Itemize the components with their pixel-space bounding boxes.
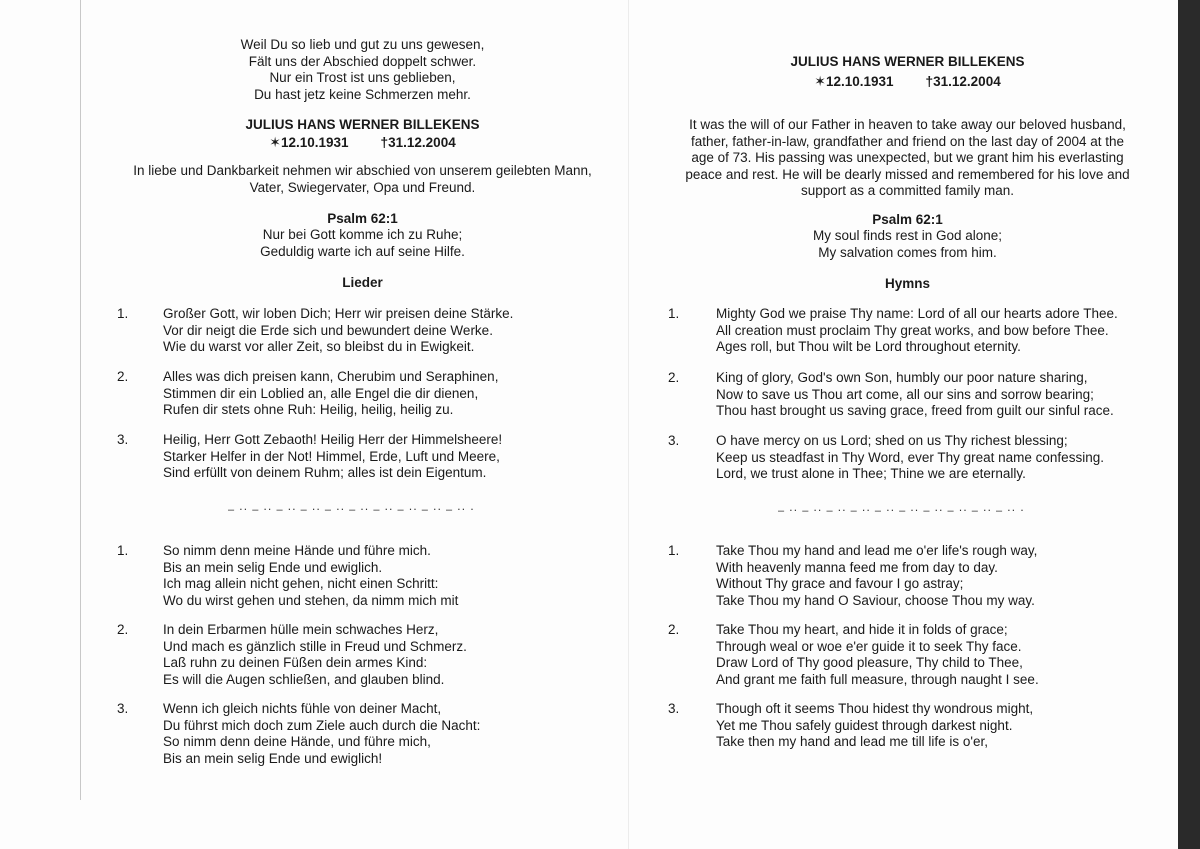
german-psalm-title: Psalm 62:1 [327, 211, 398, 226]
center-fold-line [628, 0, 629, 849]
german-song-verse: Wenn ich gleich nichts fühle von deiner Macht, Du führst mich doch zum Ziele auch durch die Nacht: So nimm denn deine Hände, und führe mich, Bis an mein selig Ende und ewiglich! [163, 701, 481, 766]
german-song-number: 2. [117, 369, 129, 384]
english-song-number: 1. [668, 306, 680, 321]
german-song-verse: Großer Gott, wir loben Dich; Herr wir preisen deine Stärke. Vor dir neigt die Erde sich und bewundert deine Werke. Wie du warst vor aller Zeit, so bleibst du in Ewigkeit. [163, 306, 514, 354]
english-song-verse: King of glory, God's own Son, humbly our poor nature sharing, Now to save us Thou art come, all our sins and sorrow bearing; Thou hast brought us saving grace, freed from guilt our sinful race. [716, 370, 1114, 418]
english-song-number: 3. [668, 701, 680, 716]
english-song-verse: Take Thou my hand and lead me o'er life's rough way, With heavenly manna feed me from day to day. Without Thy grace and favour I go astray; Take Thou my hand O Saviour, choose Thou my way. [716, 543, 1038, 608]
german-intro: In liebe und Dankbarkeit nehmen wir abschied von unserem geilebten Mann, Vater, Swiegervater, Opa und Freund. [133, 163, 592, 195]
left-fold-line [80, 0, 81, 800]
cross-icon: † [925, 73, 934, 89]
english-song-verse: Take Thou my heart, and hide it in folds of grace; Through weal or woe e'er guide it to seek Thy face. Draw Lord of Thy good pleasure, Thy child to Thee, And grant me faith full measure, through naught I see. [716, 622, 1039, 687]
english-psalm-text: My soul finds rest in God alone; My salvation comes from him. [812, 228, 1003, 260]
german-song-number: 1. [117, 306, 129, 321]
german-song-verse: In dein Erbarmen hülle mein schwaches Herz, Und mach es gänzlich stille in Freud und Schmerz. Laß ruhn zu deinen Füßen dein armes Kind: Es will die Augen schließen, and glauben blind. [163, 622, 467, 687]
english-name: JULIUS HANS WERNER BILLEKENS [790, 54, 1025, 69]
english-song-verse: Though oft it seems Thou hidest thy wondrous might, Yet me Thou safely guidest through darkest night. Take then my hand and lead me till life is o'er, [716, 701, 1034, 749]
german-song-number: 2. [117, 622, 129, 637]
english-song-number: 1. [668, 543, 680, 558]
english-song-number: 2. [668, 370, 680, 385]
german-song-number: 3. [117, 432, 129, 447]
german-poem: Weil Du so lieb und gut zu uns gewesen, Fält uns der Abschied doppelt schwer. Nur ein Trost ist uns geblieben, Du hast jetz keine Schmerzen mehr. [240, 37, 485, 102]
english-psalm-title: Psalm 62:1 [872, 212, 943, 227]
german-song-verse: Alles was dich preisen kann, Cherubim und Seraphinen, Stimmen dir ein Loblied an, alle Engel die dir dienen, Rufen dir stets ohne Ruh: Heilig, heilig, heilig zu. [163, 369, 499, 417]
english-intro: It was the will of our Father in heaven to take away our beloved husband, father, father-in-law, grandfather and friend on the last day of 2004 at the age of 73. His passing was unexpected, but we grant him his everlasting peace and rest. He will be dearly missed and remembered for his love and support as a committed family man. [685, 117, 1130, 198]
german-songs-title: Lieder [342, 275, 383, 290]
german-song-number: 1. [117, 543, 129, 558]
star-icon: ✶ [269, 134, 281, 150]
english-song-verse: Mighty God we praise Thy name: Lord of all our hearts adore Thee. All creation must proclaim Thy great works, and bow before Thee. Ages roll, but Thou wilt be Lord throughout eternity. [716, 306, 1118, 354]
english-song-verse: O have mercy on us Lord; shed on us Thy richest blessing; Keep us steadfast in Thy Word, ever Thy great name confessing. Lord, we trust alone in Thee; Thine we are eternally. [716, 433, 1104, 481]
english-song-number: 2. [668, 622, 680, 637]
star-icon: ✶ [814, 73, 826, 89]
english-song-number: 3. [668, 433, 680, 448]
scan-edge-shadow [1178, 0, 1200, 849]
english-dates: ✶12.10.1931 †31.12.2004 [814, 73, 1001, 89]
english-songs-title: Hymns [884, 276, 930, 291]
german-separator: – ‧‧ – ‧‧ – ‧‧ – ‧‧ – ‧‧ – ‧‧ – ‧‧ – ‧‧ – ‧‧ – ‧‧ ‧ [228, 504, 475, 516]
english-separator: – ‧‧ – ‧‧ – ‧‧ – ‧‧ – ‧‧ – ‧‧ – ‧‧ – ‧‧ – ‧‧ – ‧‧ ‧ [778, 505, 1025, 517]
german-song-verse: Heilig, Herr Gott Zebaoth! Heilig Herr der Himmelsheere! Starker Helfer in der Not! Himmel, Erde, Luft und Meere, Sind erfüllt von deinem Ruhm; alles ist dein Eigentum. [163, 432, 503, 480]
german-song-verse: So nimm denn meine Hände und führe mich. Bis an mein selig Ende und ewiglich. Ich mag allein nicht gehen, nicht einen Schritt: Wo du wirst gehen und stehen, da nimm mich mit [163, 543, 459, 608]
cross-icon: † [380, 134, 389, 150]
german-name: JULIUS HANS WERNER BILLEKENS [245, 117, 480, 132]
german-song-number: 3. [117, 701, 129, 716]
german-psalm-text: Nur bei Gott komme ich zu Ruhe; Geduldig warte ich auf seine Hilfe. [260, 227, 465, 259]
german-dates: ✶12.10.1931 †31.12.2004 [269, 134, 456, 150]
